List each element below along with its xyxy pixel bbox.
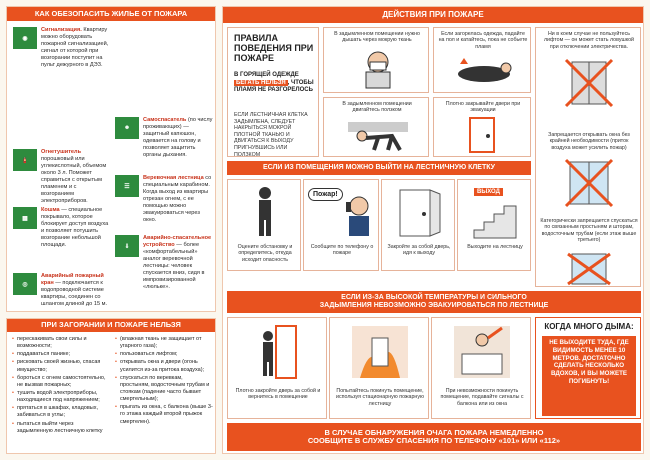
return-caption: Плотно закройте дверь за собой и вернитесь в помещение bbox=[235, 388, 321, 401]
forbidden-item: • прятаться в шкафах, кладовых, забиваться в углы; bbox=[12, 405, 110, 419]
door-closing-icon bbox=[394, 188, 444, 238]
rescuer-block bbox=[143, 117, 213, 159]
call-caption: Сообщите по телефону о пожаре bbox=[310, 244, 374, 257]
ext-block bbox=[41, 149, 109, 205]
speech-bubble: Пожар! bbox=[308, 188, 343, 201]
warnings-column bbox=[535, 27, 641, 287]
close-exit-card bbox=[381, 179, 455, 271]
assess-card bbox=[227, 179, 301, 271]
temp-band-line-1: ЕСЛИ ИЗ-ЗА ВЫСОКОЙ ТЕМПЕРАТУРЫ И СИЛЬНОГО bbox=[341, 294, 527, 302]
close-door-caption: Плотно закрывайте двери при эвакуации bbox=[445, 101, 521, 114]
door-icon bbox=[468, 116, 498, 154]
ext-title: Огнетушитель bbox=[41, 149, 82, 155]
stairs-band: ЕСЛИ ИЗ ПОМЕЩЕНИЯ МОЖНО ВЫЙТИ НА ЛЕСТНИЧНУЮ КЛЕТКУ bbox=[227, 161, 531, 175]
forbidden-item: • прыгать из окна, с балкона (выше 3-го этажа каждый второй прыжок смертелен). bbox=[115, 404, 213, 425]
phone-caller-icon bbox=[344, 194, 374, 238]
ladder-title: Веревочная лестница bbox=[143, 175, 204, 181]
forbidden-item: • (влажная ткань не защищает от угарного газа); bbox=[115, 336, 213, 350]
rope-ladder-icon: ☰ bbox=[115, 175, 139, 197]
forbidden-item: • тушить водой электроприборы, находящиеся под напряжением; bbox=[12, 390, 110, 404]
alarm-icon: ◉ bbox=[13, 27, 37, 49]
wet-cloth-caption: В задымленном помещении нужно дышать через мокрую ткань bbox=[334, 31, 420, 44]
rescuer-text: (по числу проживающих) — защитный капюшон, одевается на голову и позволяет защитить органы дыхания. bbox=[143, 117, 213, 158]
ladder-block bbox=[143, 175, 213, 224]
rule-burning bbox=[234, 72, 314, 95]
ladder-text: со специальным карабином. Когда выход из квартиры отрезан огнем, с ее помощью можно эвакуироваться через окно. bbox=[143, 175, 212, 223]
descent-block bbox=[143, 235, 213, 291]
no-lift-icon bbox=[564, 58, 614, 108]
left-top-header: КАК ОБЕЗОПАСИТЬ ЖИЛЬЕ ОТ ПОЖАРА bbox=[7, 7, 215, 21]
left-bottom-panel bbox=[6, 318, 216, 454]
forbidden-item: • открывать окна и двери (огонь усилится из-за притока воздуха); bbox=[115, 359, 213, 373]
forbidden-item: • пытаться выйти через задымленную лестничную клетку bbox=[12, 421, 110, 435]
rules-box bbox=[227, 27, 319, 157]
call-card bbox=[303, 179, 379, 271]
exit-caption: Выходите на лестницу bbox=[467, 244, 523, 250]
lift-warning: Ни в коем случае не пользуйтесь лифтом — он может стать ловушкой при отключении электричества. bbox=[543, 31, 635, 50]
koshma-block bbox=[41, 207, 109, 249]
forbidden-item: • бороться с огнем самостоятельно, не вызвав пожарных; bbox=[12, 375, 110, 389]
seal-caption: Попытайтесь покинуть помещение, используя стационарную пожарную лестницу bbox=[336, 388, 424, 407]
footer-band bbox=[227, 423, 641, 451]
footer-line-2: СООБЩИТЕ В СЛУЖБУ СПАСЕНИЯ ПО ТЕЛЕФОНУ «101» ИЛИ «112» bbox=[307, 436, 561, 445]
sheets-warning: Категорически запрещается спускаться по связанным простыням и шторам, водосточным трубам (если этаж выше третьего) bbox=[540, 218, 638, 244]
return-card bbox=[227, 317, 327, 419]
fire-ladder-icon bbox=[350, 324, 410, 380]
rescuer-title: Самоспасатель bbox=[143, 117, 187, 123]
crane-text: — подключается к водопроводной системе квартиры, соединен со шлангом длиной до 15 м. bbox=[41, 279, 108, 307]
balcony-card bbox=[431, 317, 531, 419]
extinguisher-icon: 🧯 bbox=[13, 149, 37, 171]
smoke-text: НЕ ВЫХОДИТЕ ТУДА, ГДЕ ВИДИМОСТЬ МЕНЕЕ 10 МЕТРОВ. ДОСТАТОЧНО СДЕЛАТЬ НЕСКОЛЬКО ВДОХОВ, И ВЫ МОЖЕТЕ ПОГИБНУТЬ! bbox=[542, 336, 636, 416]
forbidden-item: • перескакивать свои силы и возможности; bbox=[12, 336, 110, 350]
left-bottom-header: ПРИ ЗАГОРАНИИ И ПОЖАРЕ НЕЛЬЗЯ bbox=[7, 319, 215, 332]
rule-burning-c: , ЧТОБЫ ПЛАМЯ НЕ РАЗГОРЕЛОСЬ bbox=[234, 79, 314, 93]
no-sheets-icon bbox=[566, 252, 612, 286]
signal-text: Квартиру можно оборудовать пожарной сигнализацией, сигнал от которой при возгорании поступит на пульт дежурного в ДЭЗ. bbox=[41, 27, 109, 68]
temp-band bbox=[227, 291, 641, 313]
seal-card bbox=[329, 317, 429, 419]
close-exit-caption: Закройте за собой дверь, идя к выходу bbox=[387, 244, 451, 257]
descent-text: — более «комфортабельный» аналог веревочной лестницы: человек спускается вниз, сидя в импровизированной «люльке». bbox=[143, 241, 205, 290]
person-mask-icon bbox=[360, 48, 396, 90]
no-window-icon bbox=[564, 158, 614, 208]
left-top-panel bbox=[6, 6, 216, 312]
koshma-title: Кошма bbox=[41, 207, 60, 213]
crawl-caption: В задымленном помещении двигайтесь ползком bbox=[342, 101, 412, 114]
forbidden-item: • рисковать своей жизнью, спасая имущество; bbox=[12, 359, 110, 373]
standing-person-icon bbox=[250, 186, 280, 238]
wet-cloth-card bbox=[323, 27, 429, 93]
rolling-person-icon bbox=[454, 58, 514, 84]
roll-card bbox=[433, 27, 531, 93]
descent-title: Аварийно-спасательное устройство bbox=[143, 235, 212, 248]
person-door-icon bbox=[258, 324, 298, 380]
rules-title: ПРАВИЛА ПОВЕДЕНИЯ ПРИ ПОЖАРЕ bbox=[234, 33, 314, 63]
exit-card bbox=[457, 179, 531, 271]
forbidden-item: • поддаваться панике; bbox=[12, 351, 110, 358]
fire-hose-icon: ◎ bbox=[13, 273, 37, 295]
roll-caption: Если загорелась одежда, падайте на пол и катайтесь, пока не собьете пламя bbox=[438, 31, 528, 50]
descent-device-icon: ⇓ bbox=[115, 235, 139, 257]
hood-icon: ☻ bbox=[115, 117, 139, 139]
signal-block bbox=[41, 27, 109, 69]
assess-caption: Оцените обстановку и определитесь, откуда исходит опасность bbox=[237, 244, 293, 263]
forbidden-item: • пользоваться лифтом; bbox=[115, 351, 213, 358]
exit-sign: ВЫХОД bbox=[474, 188, 503, 196]
forbidden-list-2 bbox=[115, 336, 213, 427]
signal-title: Сигнализация. bbox=[41, 27, 82, 33]
crane-block bbox=[41, 273, 109, 308]
footer-line-1: В СЛУЧАЕ ОБНАРУЖЕНИЯ ОЧАГА ПОЖАРА НЕМЕДЛЕННО bbox=[324, 427, 544, 437]
crawl-card bbox=[323, 97, 429, 157]
right-panel bbox=[222, 6, 644, 454]
koshma-text: — специальное покрывало, которое блокирует доступ воздуха и позволяет потушить возгорание небольшой площади. bbox=[41, 207, 109, 248]
smoke-title: КОГДА МНОГО ДЫМА: bbox=[544, 322, 634, 331]
forbidden-item: • спускаться по веревкам, простыням, водосточным трубам и стоякам (падение часто бывает смертельным); bbox=[115, 375, 213, 404]
rule-burning-highlight: БЕГАТЬ НЕЛЬЗЯ bbox=[236, 79, 286, 86]
ext-text: порошковый или углекислотный, объемом около 3 л. Поможет справиться с открытым пламенем и с возгоранием электроприборов. bbox=[41, 155, 107, 204]
right-header: ДЕЙСТВИЯ ПРИ ПОЖАРЕ bbox=[223, 7, 643, 23]
balcony-signal-icon bbox=[452, 324, 512, 380]
balcony-caption: При невозможности покинуть помещение, подавайте сигналы с балкона или из окна bbox=[440, 388, 524, 407]
close-door-card bbox=[433, 97, 531, 157]
crawling-person-icon bbox=[348, 122, 408, 154]
crane-title: Аварийный пожарный кран bbox=[41, 273, 104, 286]
blanket-icon: ▦ bbox=[13, 207, 37, 229]
rule-smoke: ЕСЛИ ЛЕСТНИЧНАЯ КЛЕТКА ЗАДЫМЛЕНА, СЛЕДУЕТ НАКРЫТЬСЯ МОКРОЙ ПЛОТНОЙ ТКАНЬЮ И ДВИГАТЬСЯ К ВЫХОДУ ПРИГНУВШИСЬ ИЛИ ПОЛЗКОМ bbox=[234, 112, 308, 158]
temp-band-line-2: ЗАДЫМЛЕНИЯ НЕВОЗМОЖНО ЭВАКУИРОВАТЬСЯ ПО ЛЕСТНИЦЕ bbox=[319, 302, 549, 309]
rule-burning-a: В ГОРЯЩЕЙ ОДЕЖДЕ bbox=[234, 72, 299, 78]
smoke-box bbox=[535, 317, 641, 419]
stairs-icon bbox=[472, 200, 518, 240]
window-warning: Запрещается открывать окна без крайней необходимости (приток воздуха может усилить пожар) bbox=[548, 132, 630, 151]
forbidden-list-1 bbox=[12, 336, 110, 436]
